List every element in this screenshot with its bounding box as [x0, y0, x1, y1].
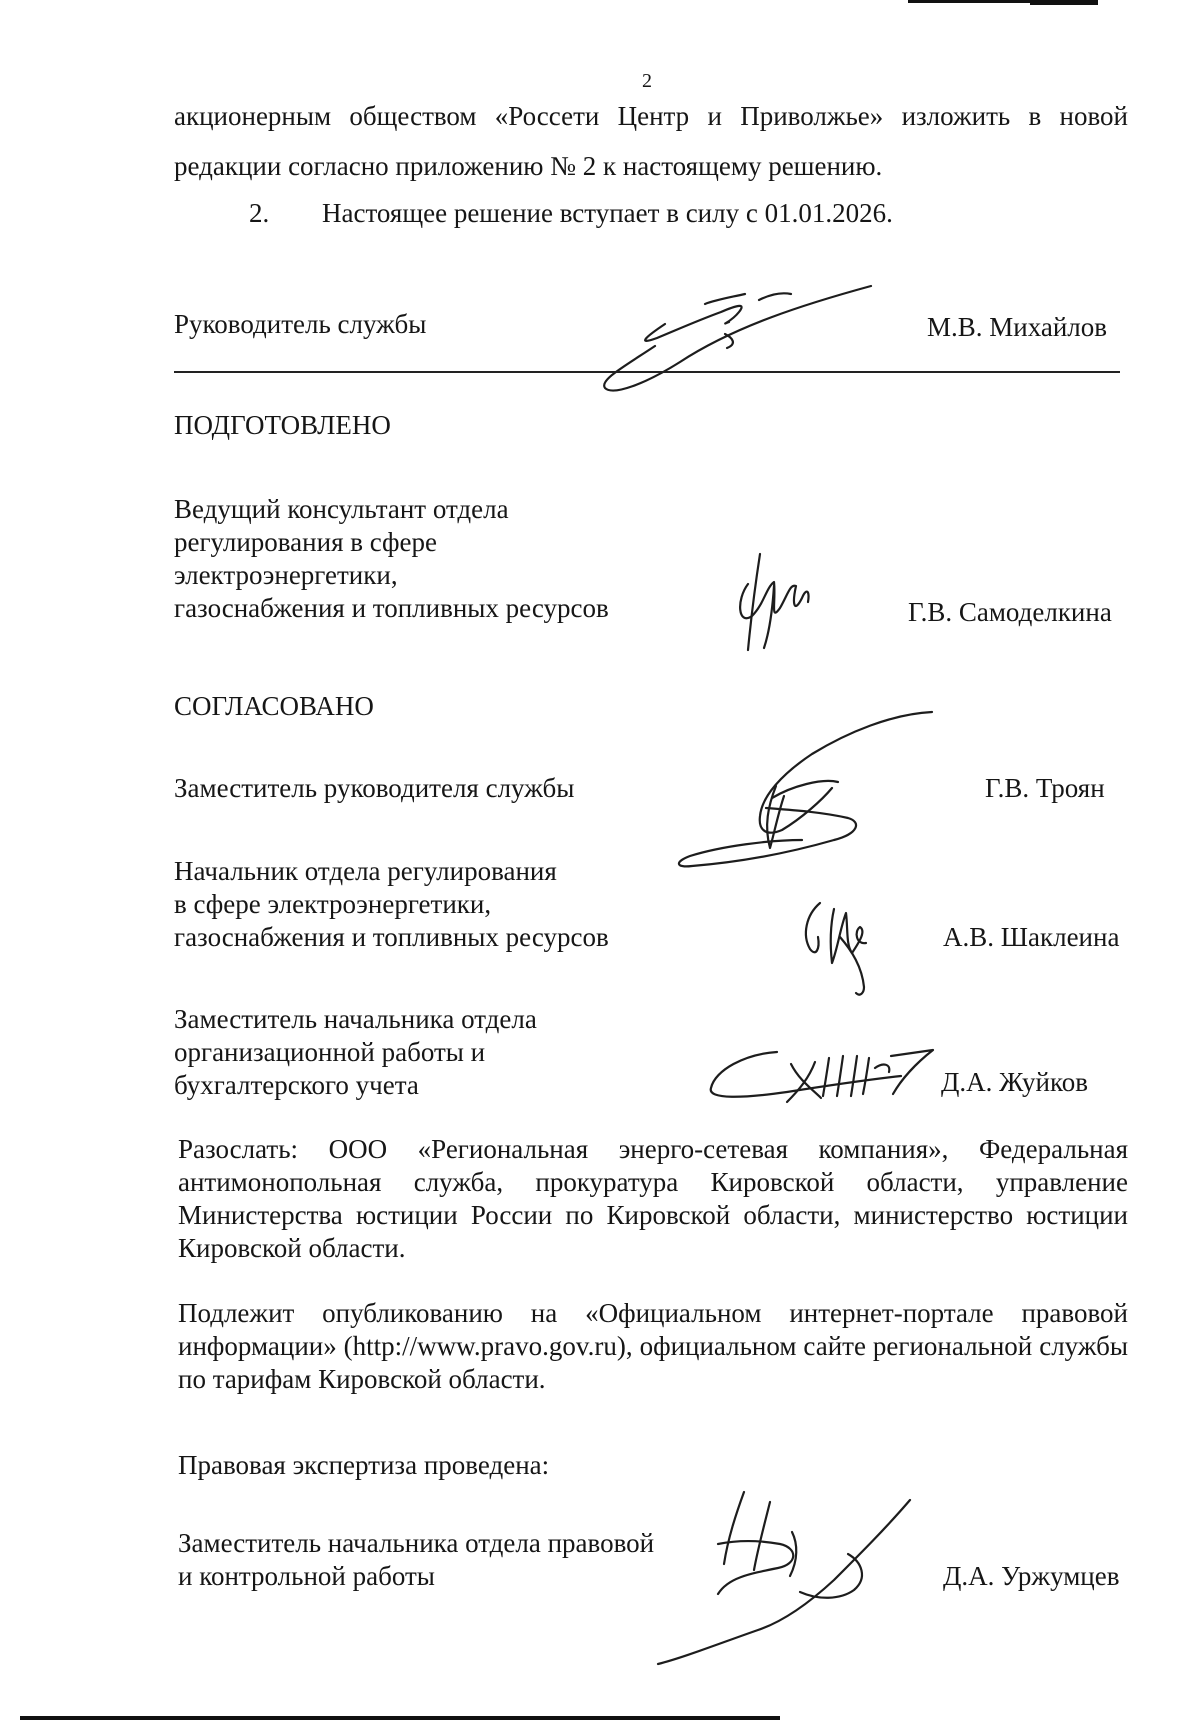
agreed-position-1: Заместитель руководителя службы	[174, 773, 575, 803]
agreed-signature-2	[800, 893, 890, 1003]
prepared-signature	[730, 546, 820, 656]
agreed-name-2: А.В. Шаклеина	[943, 922, 1120, 952]
agreed-signature-1	[672, 702, 942, 887]
intro-line-1: акционерным обществом «Россети Центр и Приволжье» изложить в новой	[174, 101, 1128, 131]
head-signature	[595, 276, 885, 406]
prepared-name: Г.В. Самоделкина	[908, 597, 1112, 627]
agreed-signature-3	[705, 1040, 940, 1110]
legal-heading: Правовая экспертиза проведена:	[178, 1450, 550, 1480]
page-number: 2	[642, 70, 652, 92]
scan-artifact-bottom	[20, 1716, 780, 1720]
publication-text: Подлежит опубликованию на «Официальном интернет-портале правовой информации» (http://www.pravo.gov.ru), официальном сайте региональной службы по тарифам Кировской области.	[178, 1298, 1128, 1394]
scan-artifact-top-2	[1030, 0, 1098, 5]
agreed-name-3: Д.А. Жуйков	[941, 1067, 1088, 1097]
agreed-position-3: Заместитель начальника отдела организационной работы и бухгалтерского учета	[174, 1004, 537, 1100]
intro-line-2: редакции согласно приложению № 2 к настоящему решению.	[174, 151, 883, 181]
head-name: М.В. Михайлов	[927, 312, 1108, 342]
legal-position: Заместитель начальника отдела правовой и контрольной работы	[178, 1528, 655, 1591]
item-2-number: 2.	[249, 198, 270, 228]
prepared-position: Ведущий консультант отдела регулирования в сфере электроэнергетики, газоснабжения и топливных ресурсов	[174, 494, 609, 623]
distribution-text: Разослать: ООО «Региональная энерго-сетевая компания», Федеральная антимонопольная служба, прокуратура Кировской области, управление Министерства юстиции России по Кировской области, министерство юстиции Кировской области.	[178, 1134, 1128, 1263]
separator-line	[174, 371, 1120, 373]
item-2-text: Настоящее решение вступает в силу с 01.01.2026.	[322, 198, 893, 228]
agreed-position-2: Начальник отдела регулирования в сфере электроэнергетики, газоснабжения и топливных ресурсов	[174, 856, 609, 952]
head-position: Руководитель службы	[174, 309, 427, 339]
agreed-heading: СОГЛАСОВАНО	[174, 691, 374, 721]
prepared-heading: ПОДГОТОВЛЕНО	[174, 410, 391, 440]
legal-signature	[648, 1484, 920, 1674]
legal-name: Д.А. Уржумцев	[943, 1561, 1120, 1591]
agreed-name-1: Г.В. Троян	[985, 773, 1105, 803]
